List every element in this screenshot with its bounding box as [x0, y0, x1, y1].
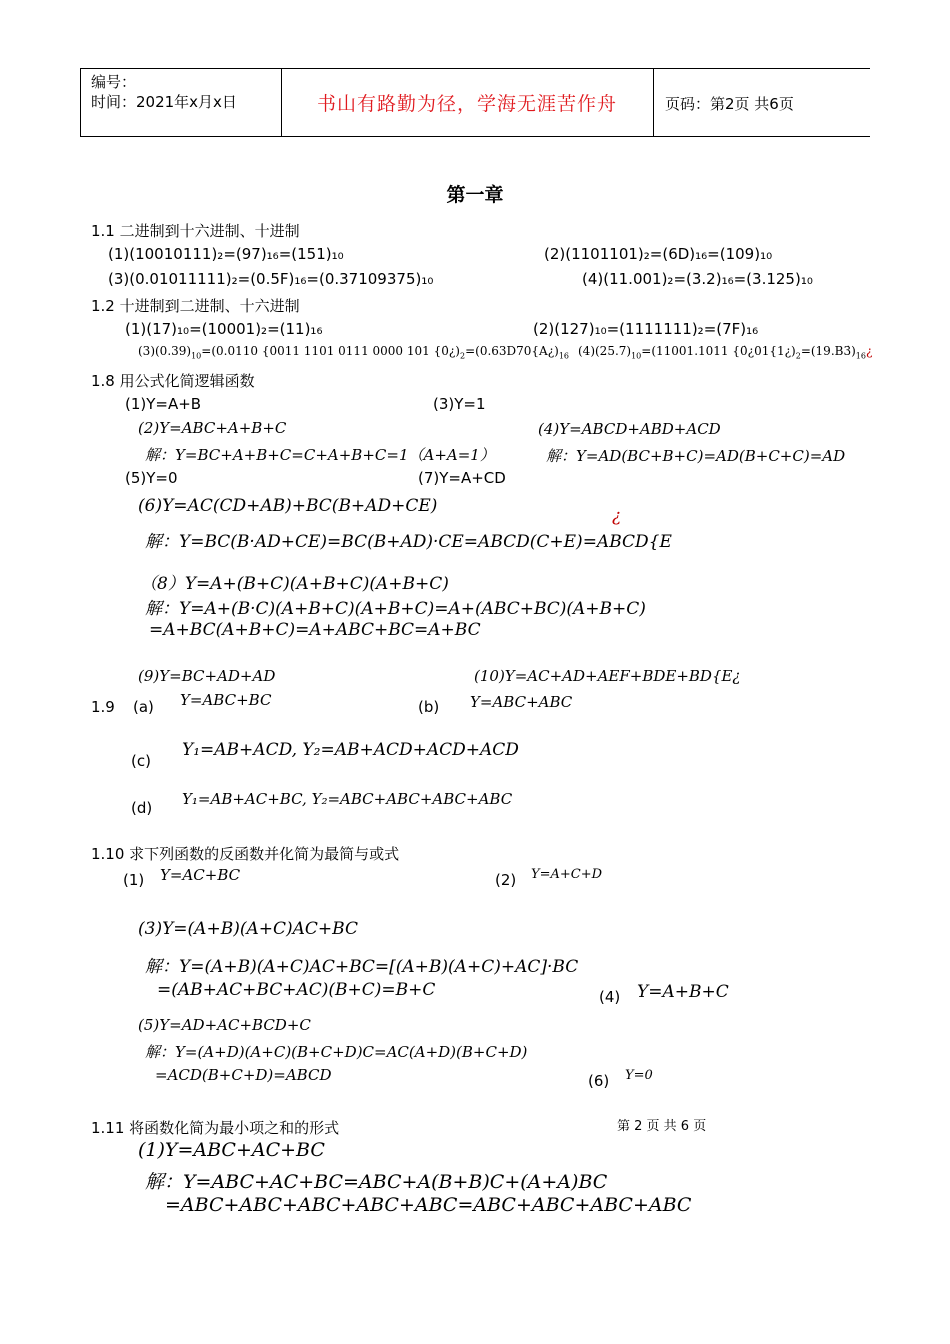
s1-8-q2: (2)Y=ABC+A+B+C — [138, 419, 287, 437]
s1-10-p6-expr: Y=0 — [625, 1068, 653, 1083]
s1-1-p3: (3)(0.01011111)₂=(0.5F)₁₆=(0.37109375)₁₀ — [108, 270, 434, 288]
s1-8-s6-end: ¿ — [612, 506, 622, 526]
s1-11-s1b: =ABC+ABC+ABC+ABC+ABC=ABC+ABC+ABC+ABC — [165, 1194, 692, 1216]
s1-2-p4d: ¿ — [865, 344, 873, 358]
header-meta-cell — [80, 69, 282, 136]
s1-9-c-expr: Y₁=AB+ACD, Y₂=AB+ACD+ACD+ACD — [182, 740, 519, 760]
s1-1-p4: (4)(11.001)₂=(3.2)₁₆=(3.125)₁₀ — [582, 270, 813, 288]
section-1-2-heading: 1.2 十进制到二进制、十六进制 — [91, 297, 300, 315]
s1-8-s8b: =A+BC(A+B+C)=A+ABC+BC=A+BC — [149, 620, 481, 640]
page-info: 页码：第2页 共6页 — [665, 95, 794, 113]
s1-9-c-label: (c) — [131, 752, 151, 770]
s1-10-p1-expr: Y=AC+BC — [160, 866, 241, 884]
s1-2-p3c: =(0.63D70{A¿) — [465, 344, 559, 358]
s1-8-a5: (5)Y=0 — [125, 469, 178, 487]
s1-8-a1: (1)Y=A+B — [125, 395, 202, 413]
s1-8-q4: (4)Y=ABCD+ABD+ACD — [538, 420, 721, 438]
s1-2-p3: $(3)(0.39)_{10}=(0.0110$ {0̇011 1101 0111 0000 101 $\{0̇¿)_2=(0.63D70\{A¿)_{16}$ — [138, 344, 570, 361]
s1-2-p4a: (4)(25.7) — [578, 344, 632, 358]
s1-11-q1: (1)Y=ABC+AC+BC — [138, 1139, 325, 1161]
s1-10-s5b: =ACD(B+C+D)=ABCD — [155, 1066, 332, 1084]
section-1-11-heading: 1.11 将函数化简为最小项之和的形式 — [91, 1119, 340, 1137]
s1-10-p1-label: (1) — [123, 871, 145, 889]
section-1-10-heading: 1.10 求下列函数的反函数并化简为最简与或式 — [91, 845, 400, 863]
s1-8-a7: (7)Y=A+CD — [418, 469, 506, 487]
s1-9-d-expr: Y₁=AB+AC+BC, Y₂=ABC+ABC+ABC+ABC — [182, 790, 513, 808]
s1-8-s4: 解：Y=AD(BC+B+C)=AD(B+C+C)=AD — [546, 447, 846, 465]
s1-8-q9: (9)Y=BC+AD+AD — [138, 667, 276, 685]
s1-2-p1: (1)(17)₁₀=(10001)₂=(11)₁₆ — [125, 320, 323, 338]
s1-10-p4-label: (4) — [599, 988, 621, 1006]
s1-2-p4b: =(11001.1011 {0̇¿01{1¿) — [641, 344, 796, 358]
s1-1-p1: (1)(10010111)₂=(97)₁₆=(151)₁₀ — [108, 245, 344, 263]
s1-8-s8a: 解：Y=A+(B·C)(A+B+C)(A+B+C)=A+(ABC+BC)(A+B+C) — [145, 599, 646, 619]
page-note: 第 2 页 共 6 页 — [617, 1119, 707, 1134]
s1-8-a3: (3)Y=1 — [433, 395, 486, 413]
s1-9-b-expr: Y=ABC+ABC — [470, 693, 573, 711]
header-table — [80, 68, 870, 137]
s1-2-p3a: (3)(0.39) — [138, 344, 192, 358]
s1-10-s3a: 解：Y=(A+B)(A+C)AC+BC=[(A+B)(A+C)+AC]·BC — [145, 957, 579, 977]
s1-11-s1a: 解：Y=ABC+AC+BC=ABC+A(B+B)C+(A+A)BC — [145, 1171, 608, 1193]
s1-2-p4: $(4)(25.7)_{10}=(11001.1011$ {$0̇¿01\{1¿)_2=(19.B3̇)_{16}¿$ — [578, 344, 873, 361]
s1-2-p2: (2)(127)₁₀=(1111111)₂=(7F)₁₆ — [533, 320, 759, 338]
s1-10-q5: (5)Y=AD+AC+BCD+C — [138, 1016, 311, 1034]
s1-9-a-expr: Y=ABC+BC — [180, 691, 272, 709]
s1-10-q3: (3)Y=(A+B)(A+C)AC+BC — [138, 919, 358, 939]
s1-10-p6-label: (6) — [588, 1072, 610, 1090]
s1-2-p4c: =(19.B3̇) — [800, 344, 856, 358]
s1-9-label: 1.9 — [91, 698, 115, 716]
s1-10-p2-expr: Y=A+C+D — [531, 867, 603, 882]
s1-10-p2-label: (2) — [495, 871, 517, 889]
s1-8-q10: (10)Y=AC+AD+AEF+BDE+BD{E¿ — [474, 667, 741, 685]
s1-8-s6: 解：Y=BC(B·AD+CE)=BC(B+AD)·CE=ABCD(C+E)=ABCD{E — [145, 532, 672, 552]
s1-9-d-label: (d) — [131, 799, 153, 817]
date-label: 时间：2021年x月x日 — [91, 93, 237, 111]
s1-10-p4-expr: Y=A+B+C — [637, 982, 729, 1002]
s1-1-p2: (2)(1101101)₂=(6D)₁₆=(109)₁₀ — [544, 245, 773, 263]
s1-8-q6: (6)Y=AC(CD+AB)+BC(B+AD+CE) — [138, 496, 438, 516]
chapter-title: 第一章 — [446, 184, 504, 206]
s1-8-q8: （8）Y=A+(B+C)(A+B+C)(A+B+C) — [140, 574, 449, 594]
s1-9-a-label: (a) — [133, 698, 154, 716]
s1-2-p3b: =(0.0110 {0̇011 1101 0111 0000 101 {0̇¿) — [201, 344, 460, 358]
s1-9-b-label: (b) — [418, 698, 440, 716]
header-motto-cell — [281, 69, 654, 136]
s1-8-s2: 解：Y=BC+A+B+C=C+A+B+C=1（A+A=1） — [145, 446, 495, 464]
section-1-8-heading: 1.8 用公式化简逻辑函数 — [91, 372, 255, 390]
section-1-1-heading: 1.1 二进制到十六进制、十进制 — [91, 222, 300, 240]
s1-10-s3b: =(AB+AC+BC+AC)(B+C)=B+C — [157, 980, 436, 1000]
number-label: 编号： — [91, 73, 137, 91]
s1-10-s5a: 解：Y=(A+D)(A+C)(B+C+D)C=AC(A+D)(B+C+D) — [145, 1043, 528, 1061]
motto: 书山有路勤为径，学海无涯苦作舟 — [316, 93, 617, 115]
